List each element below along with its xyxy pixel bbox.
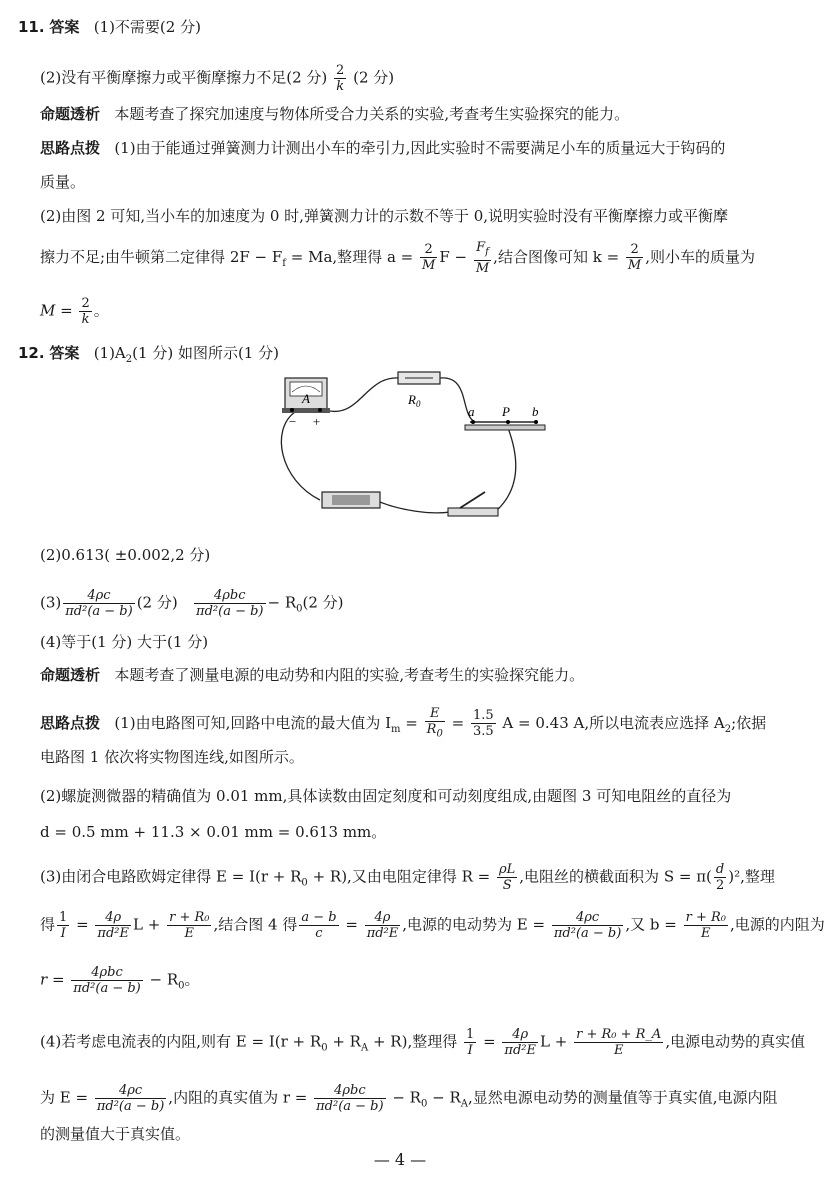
q11-answer-line	[18, 17, 201, 37]
t: =	[71, 915, 89, 934]
t: (3)	[40, 593, 62, 612]
frac	[714, 862, 726, 893]
t: 得	[40, 915, 56, 934]
n: 4ρbc	[194, 588, 265, 604]
d: S	[502, 878, 512, 893]
d: c	[315, 926, 323, 941]
q11-answer-2-text: (2)没有平衡摩擦力或平衡摩擦力不足(2 分)	[40, 68, 328, 87]
t: 。	[93, 301, 109, 320]
q12-tips-label: 思路点拨	[40, 713, 101, 732]
t: R	[408, 392, 416, 407]
t: =	[478, 1032, 496, 1051]
t: F	[476, 240, 486, 255]
switch-icon	[448, 492, 498, 516]
t: r =	[40, 970, 65, 989]
R0-label	[407, 392, 421, 409]
sub: A	[460, 1098, 468, 1110]
t: = Ma,整理得 a =	[286, 247, 414, 266]
n: 1	[466, 1027, 475, 1042]
frac	[95, 1083, 166, 1114]
frac	[63, 588, 134, 619]
d: πd²(a − b)	[96, 1099, 165, 1114]
q11-answer-label: 答案	[49, 18, 80, 36]
t: 为 E =	[40, 1088, 89, 1107]
n: d	[715, 862, 725, 877]
d: I	[467, 1043, 473, 1058]
d: E	[701, 926, 711, 941]
t: F −	[439, 247, 468, 266]
sub: 0	[296, 603, 303, 615]
t: − R	[267, 593, 297, 612]
frac	[464, 1027, 476, 1058]
n: 4ρbc	[71, 965, 142, 981]
n: r + R₀ + R_A	[576, 1027, 662, 1042]
sub: 0	[178, 980, 185, 992]
frac	[684, 910, 728, 941]
point-P-label: P	[502, 404, 510, 419]
frac	[167, 910, 211, 941]
sub: f	[485, 246, 489, 258]
t: + R),又由电阻定律得 R =	[307, 867, 491, 886]
t: =	[400, 713, 418, 732]
q11-analysis-text: 本题考查了探究加速度与物体所受合力关系的实验,考查考生实验探究的能力。	[114, 105, 630, 123]
d: I	[60, 926, 66, 941]
frac-den: k	[336, 79, 345, 94]
t: L +	[540, 1032, 568, 1051]
q12-answer-line	[18, 343, 279, 370]
wire	[380, 502, 450, 513]
q12-number: 12.	[18, 344, 45, 362]
q11-tips-2a: (2)由图 2 可知,当小车的加速度为 0 时,弹簧测力计的示数不等于 0,说明实验时没有平衡摩擦力或平衡摩	[40, 207, 729, 225]
q11-analysis	[40, 104, 629, 124]
t: L +	[133, 915, 161, 934]
sub: 2	[125, 354, 133, 365]
frac-2-M-b	[626, 242, 643, 273]
d: πd²(a − b)	[553, 926, 622, 941]
q12-answer-2: (2)0.613( ±0.002,2 分)	[40, 546, 211, 564]
n: 1.5	[472, 708, 494, 724]
q12-tips-4c: 的测量值大于真实值。	[40, 1125, 191, 1143]
sub: f	[282, 257, 286, 269]
frac-num: 2	[336, 63, 345, 78]
ammeter-label: A	[302, 391, 310, 406]
t: ,电源电动势的真实值	[665, 1032, 806, 1051]
n: 2	[81, 296, 90, 311]
q11-tips-1-text: (1)由于能通过弹簧测力计测出小车的牵引力,因此实验时不需要满足小车的质量远大于钩码的	[114, 139, 726, 157]
q12-analysis	[40, 665, 584, 685]
slide-wire-icon	[465, 420, 545, 430]
t: − R	[387, 1088, 421, 1107]
t: 。	[184, 970, 200, 989]
page-number: — 4 —	[373, 1150, 427, 1169]
t: ,则小车的质量为	[645, 247, 756, 266]
frac	[314, 1083, 385, 1114]
battery-icon	[322, 492, 380, 508]
minus-terminal: −	[288, 414, 297, 429]
resistor-box-icon	[398, 372, 440, 384]
d	[425, 722, 445, 742]
d: k	[81, 312, 90, 327]
n: 4ρ	[502, 1027, 538, 1043]
t: A = 0.43 A,所以电流表应选择 A	[502, 713, 725, 732]
t: (1)由电路图可知,回路中电流的最大值为 I	[114, 713, 392, 732]
t: ,电阻丝的横截面积为 S = π(	[519, 867, 712, 886]
n: 1	[59, 910, 68, 925]
q11-tips-2b	[40, 240, 755, 276]
q12-analysis-label: 命题透析	[40, 666, 101, 684]
q11-tips-1b: 质量。	[40, 173, 86, 191]
q11-tips-1	[40, 138, 725, 158]
sub: 0	[415, 399, 421, 409]
frac	[71, 965, 142, 996]
t: + R),整理得	[368, 1032, 458, 1051]
d: M	[475, 260, 490, 276]
sub: 2	[724, 723, 732, 735]
t: (2 分)	[302, 593, 344, 612]
point-a-label: a	[468, 404, 475, 419]
frac-2-M	[420, 242, 437, 273]
frac	[299, 910, 338, 941]
t: M =	[40, 301, 73, 320]
d: E	[613, 1043, 624, 1058]
t: (2 分)	[136, 593, 178, 612]
sub: 0	[420, 1098, 428, 1110]
q11-answer-2-score: (2 分)	[353, 68, 395, 87]
n: 4ρ	[365, 910, 401, 926]
t: ,结合图像可知 k =	[493, 247, 620, 266]
sub: 0	[321, 1042, 328, 1054]
q11-tips-2c	[40, 296, 109, 327]
frac	[471, 708, 496, 739]
n: 4ρ	[95, 910, 131, 926]
frac	[497, 862, 517, 893]
frac	[552, 910, 623, 941]
t: (4)若考虑电流表的内阻,则有 E = I(r + R	[40, 1032, 322, 1051]
t: =	[340, 915, 358, 934]
frac	[574, 1027, 663, 1058]
n: a − b	[301, 910, 337, 925]
q12-tips-3b	[40, 910, 825, 941]
d: 2	[715, 878, 725, 893]
d: πd²(a − b)	[316, 1099, 384, 1114]
frac	[194, 588, 265, 619]
q11-tips-label: 思路点拨	[40, 139, 101, 157]
frac	[57, 910, 69, 941]
t: − R	[144, 970, 179, 989]
d: M	[627, 258, 642, 274]
wire	[325, 378, 400, 412]
plus-terminal: +	[312, 414, 321, 429]
n: 4ρc	[63, 588, 134, 604]
n: E	[425, 706, 445, 722]
sub: A	[360, 1042, 369, 1054]
t: − R	[427, 1088, 461, 1107]
n: r + R₀	[169, 910, 210, 925]
d: πd²E	[504, 1043, 536, 1058]
t: R	[426, 722, 437, 737]
t: ,结合图 4 得	[213, 915, 298, 934]
wire	[495, 428, 516, 512]
t: (1 分) 如图所示(1 分)	[132, 344, 279, 362]
t: (3)由闭合电路欧姆定律得 E = I(r + R	[40, 867, 302, 886]
q12-tips-4a	[40, 1027, 805, 1059]
n: 4ρbc	[314, 1083, 385, 1099]
t: + R	[327, 1032, 361, 1051]
sub: 0	[436, 728, 443, 740]
d: πd²(a − b)	[65, 604, 133, 619]
frac-2-k	[79, 296, 91, 327]
q12-tips-1b: 电路图 1 依次将实物图连线,如图所示。	[40, 748, 304, 766]
q11-number: 11.	[18, 18, 45, 36]
q12-tips-1: 思路点拨 (1)由电路图可知,回路中电流的最大值为 $I_m$ = $\frac{E}{R_0}$ = $\frac{1.5}{3.5}$ A = 0.43 A,所以电流表应选择 $A_2$;依据	[40, 706, 767, 740]
t: ,又 b =	[625, 915, 677, 934]
d: 3.5	[472, 724, 494, 740]
q11-answer-2-fraction	[334, 63, 346, 94]
q12-tips-2b: d = 0.5 mm + 11.3 × 0.01 mm = 0.613 mm。	[40, 823, 387, 841]
t: )²,整理	[728, 867, 775, 886]
circuit-figure	[270, 370, 560, 525]
d: πd²E	[366, 926, 399, 941]
n: 4ρc	[95, 1083, 166, 1099]
t: ,电源的电动势为 E =	[402, 915, 546, 934]
q12-tips-3c	[40, 965, 200, 997]
frac	[502, 1027, 538, 1058]
sub: 0	[301, 877, 308, 889]
q11-analysis-label: 命题透析	[40, 105, 101, 123]
t: ,显然电源电动势的测量值等于真实值,电源内阻	[468, 1088, 778, 1107]
d: πd²E	[97, 926, 129, 941]
q12-answer-label: 答案	[49, 344, 80, 362]
n: r + R₀	[685, 910, 726, 925]
q12-tips-3a	[40, 862, 775, 894]
q12-answer-3	[40, 588, 344, 620]
point-b-label: b	[532, 404, 539, 419]
q12-tips-2a: (2)螺旋测微器的精确值为 0.01 mm,具体读数由固定刻度和可动刻度组成,由题图 3 可知电阻丝的直径为	[40, 787, 732, 805]
t: 擦力不足;由牛顿第二定律得 2F − F	[40, 247, 283, 266]
sub: m	[391, 723, 401, 735]
frac	[425, 706, 445, 742]
n: 2	[420, 242, 437, 258]
frac-Ff-M	[474, 240, 491, 276]
d: E	[184, 926, 195, 941]
frac	[95, 910, 131, 941]
q12-analysis-text: 本题考查了测量电源的电动势和内阻的实验,考查考生的实验探究能力。	[114, 666, 585, 684]
d: M	[422, 258, 436, 274]
n: ρL	[499, 862, 516, 877]
t: ,电源的内阻为	[729, 915, 825, 934]
q12-tips-4b	[40, 1083, 778, 1115]
n: 2	[626, 242, 643, 258]
t: (1)A	[93, 344, 126, 362]
n	[474, 240, 491, 261]
d: πd²(a − b)	[196, 604, 264, 619]
t: ,内阻的真实值为 r =	[168, 1088, 308, 1107]
frac	[365, 910, 401, 941]
t: ;依据	[731, 713, 767, 732]
n: 4ρc	[552, 910, 623, 926]
q12-answer-4: (4)等于(1 分) 大于(1 分)	[40, 633, 209, 651]
q11-answer-1: (1)不需要(2 分)	[93, 18, 201, 36]
q11-answer-2	[40, 63, 394, 94]
d: πd²(a − b)	[73, 981, 141, 996]
